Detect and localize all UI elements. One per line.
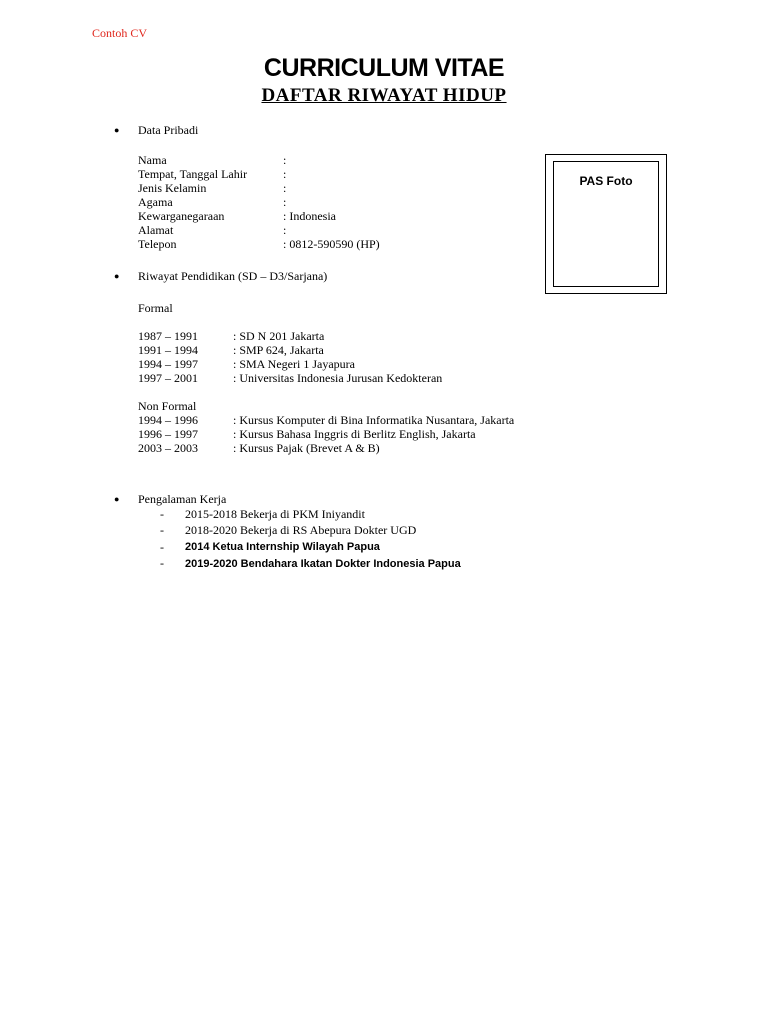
- photo-placeholder: [545, 154, 667, 294]
- info-label: Nama: [138, 153, 167, 167]
- experience-item: [160, 556, 461, 573]
- info-value: :: [283, 195, 287, 209]
- info-label: Telepon: [138, 237, 177, 251]
- personal-info-list: [138, 153, 380, 251]
- bullet-icon: ●: [114, 271, 120, 281]
- experience-item: [160, 506, 461, 523]
- personal-heading: Data Pribadi: [138, 123, 199, 137]
- info-value: : 0812-590590 (HP): [283, 237, 380, 251]
- nonformal-label: Non Formal: [138, 399, 197, 413]
- experience-text: 2015-2018 Bekerja di PKM Iniyandit: [185, 506, 365, 521]
- education-detail: : SD N 201 Jakarta: [233, 329, 325, 343]
- experience-text: 2019-2020 Bendahara Ikatan Dokter Indonesia Papua: [185, 557, 461, 570]
- info-value: : Indonesia: [283, 209, 336, 223]
- header-label: Contoh CV: [92, 26, 148, 40]
- experience-list: [160, 506, 461, 572]
- education-row: [138, 413, 514, 427]
- info-label: Agama: [138, 195, 173, 209]
- info-row: [138, 209, 380, 223]
- dash-icon: -: [160, 556, 164, 571]
- education-detail: : Kursus Bahasa Inggris di Berlitz English, Jakarta: [233, 427, 476, 441]
- info-label: Alamat: [138, 223, 174, 237]
- experience-heading: Pengalaman Kerja: [138, 492, 227, 506]
- education-period: 1987 – 1991: [138, 329, 198, 343]
- education-period: 1996 – 1997: [138, 427, 198, 441]
- info-value: :: [283, 153, 287, 167]
- education-list: [138, 301, 514, 455]
- education-period: 1997 – 2001: [138, 371, 198, 385]
- education-period: 2003 – 2003: [138, 441, 198, 455]
- education-period: 1994 – 1997: [138, 357, 198, 371]
- dash-icon: -: [160, 506, 164, 521]
- info-value: :: [283, 223, 287, 237]
- info-value: :: [283, 167, 287, 181]
- info-row: [138, 167, 380, 181]
- info-label: Kewarganegaraan: [138, 209, 225, 223]
- education-row: [138, 329, 514, 343]
- dash-icon: -: [160, 523, 164, 538]
- education-detail: : Kursus Komputer di Bina Informatika Nusantara, Jakarta: [233, 413, 515, 427]
- education-row: [138, 357, 514, 371]
- education-heading: Riwayat Pendidikan (SD – D3/Sarjana): [138, 269, 328, 283]
- info-row: [138, 195, 380, 209]
- experience-text: 2018-2020 Bekerja di RS Abepura Dokter UGD: [185, 523, 417, 538]
- photo-label: PAS Foto: [579, 174, 633, 188]
- education-detail: : Kursus Pajak (Brevet A & B): [233, 441, 380, 455]
- formal-label: Formal: [138, 301, 173, 315]
- experience-item: [160, 523, 461, 540]
- spacer: [138, 385, 514, 399]
- education-row: [138, 427, 514, 441]
- info-label: Jenis Kelamin: [138, 181, 207, 195]
- education-period: 1991 – 1994: [138, 343, 198, 357]
- education-row: [138, 371, 514, 385]
- education-detail: : SMA Negeri 1 Jayapura: [233, 357, 355, 371]
- bullet-icon: ●: [114, 125, 120, 135]
- info-row: [138, 181, 380, 195]
- education-detail: : Universitas Indonesia Jurusan Kedokteran: [233, 371, 443, 385]
- bullet-icon: ●: [114, 494, 120, 504]
- experience-text: 2014 Ketua Internship Wilayah Papua: [185, 541, 380, 554]
- cv-subtitle: DAFTAR RIWAYAT HIDUP: [261, 85, 507, 106]
- education-row: [138, 343, 514, 357]
- info-row: [138, 153, 380, 167]
- education-row: [138, 441, 514, 455]
- education-detail: : SMP 624, Jakarta: [233, 343, 324, 357]
- info-label: Tempat, Tanggal Lahir: [138, 167, 248, 181]
- education-period: 1994 – 1996: [138, 413, 198, 427]
- info-value: :: [283, 181, 287, 195]
- spacer: [138, 315, 514, 329]
- experience-item: [160, 539, 461, 556]
- dash-icon: -: [160, 539, 164, 554]
- photo-frame: [553, 161, 659, 287]
- info-row: [138, 223, 380, 237]
- cv-title: CURRICULUM VITAE: [263, 54, 505, 82]
- info-row: [138, 237, 380, 251]
